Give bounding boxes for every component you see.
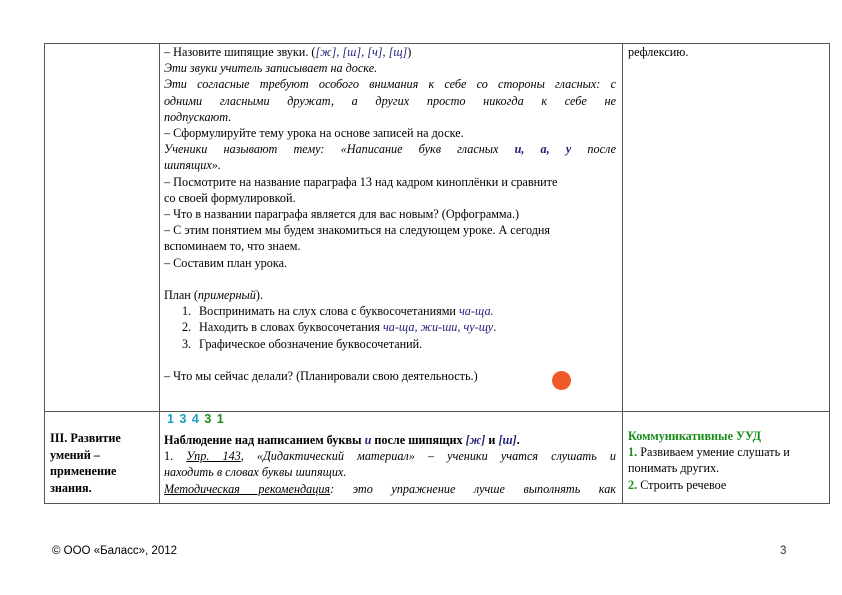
plan-item: 2. Находить в словах буквосочетания ча-ща, жи-ши, чу-щу. [182,320,497,335]
uud-cell [628,428,824,493]
plan-item: 3. Графическое обозначение буквосочетаний. [182,336,423,351]
table-border-right [829,43,830,504]
text-line: – Составим план урока. [164,255,288,270]
stage-title: III. Развитие умений – применение знания. [50,431,121,495]
row1-right-cell: рефлексию. [628,45,689,59]
uud-item: 2. Строить речевое [628,477,727,492]
row-divider [44,411,829,412]
uud-item: 1. Развиваем умение слушать и [628,445,790,460]
text-line: – Назовите шипящие звуки. ([ж], [ш], [ч], [щ]) [164,45,412,59]
page-number: 3 [780,545,787,557]
lesson-content-row1 [164,44,616,384]
plan-heading: План (примерный). [164,288,263,303]
blank-line [164,352,616,368]
text-line: – С этим понятием мы будем знакомиться на следующем уроке. А сегодня [164,223,551,238]
uud-item-cont: понимать других. [628,461,720,476]
text-line: шипящих». [164,158,221,173]
method-line: Методическая рекомендация: это упражнение лучше выполнять как [164,481,616,496]
uud-title: Коммуникативные УУД [628,429,762,443]
table-border-left [44,43,45,504]
column-divider-2 [622,43,623,504]
text-line: – Что в названии параграфа является для вас новым? (Орфограмма.) [164,207,520,222]
exercise-line: 1. Упр. 143, «Дидактический материал» – ученики учатся слушать и [164,449,616,464]
lesson-content-row2 [164,432,616,497]
text-line: вспоминаем то, что знаем. [164,239,301,254]
text-line: – Сформулируйте тему урока на основе записей на доске. [164,126,464,141]
footer-copyright: © ООО «Баласс», 2012 [52,545,178,557]
text-line: Эти согласные требуют особого внимания к себе со стороны гласных: с [164,77,616,92]
exercise-line: находить в словах буквы шипящих. [164,465,347,480]
codes-line: 1 3 4 3 1 [167,412,224,426]
plan-item: 1. Воспринимать на слух слова с буквосочетаниями ча-ща. [182,304,494,319]
text-line: – Что мы сейчас делали? (Планировали свою деятельность.) [164,369,478,384]
exercise-heading: Наблюдение над написанием буквы и после шипящих [ж] и [ш]. [164,433,520,447]
text-line: – Посмотрите на название параграфа 13 над кадром киноплёнки и сравните [164,174,558,189]
text-line: Ученики называют тему: «Написание букв гласных и, а, у после [164,142,617,157]
column-divider-1 [159,43,160,504]
text-line: Эти звуки учитель записывает на доске. [164,61,378,76]
blank-line [164,271,616,287]
text-line: одними гласными дружат, а других просто никогда к себе не [164,93,616,108]
table-border-bottom [44,503,829,504]
text-line: со своей формулировкой. [164,190,296,205]
cursor-marker [552,371,571,390]
text-line: подпускают. [164,109,232,124]
